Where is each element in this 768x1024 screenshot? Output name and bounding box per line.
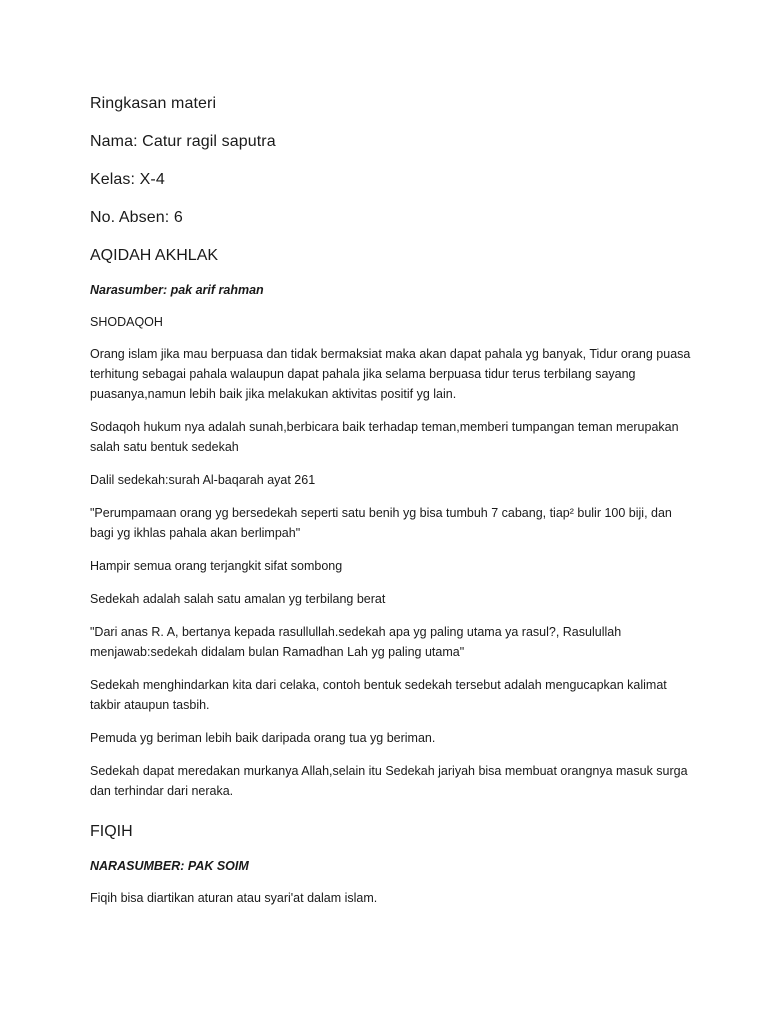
student-name: Nama: Catur ragil saputra bbox=[90, 133, 276, 150]
paragraph: Fiqih bisa diartikan aturan atau syari'at dalam islam. bbox=[90, 891, 378, 905]
student-class: Kelas: X-4 bbox=[90, 171, 165, 188]
section-heading-fiqih: FIQIH bbox=[90, 823, 133, 840]
section-speaker-fiqih: NARASUMBER: PAK SOIM bbox=[90, 859, 249, 873]
paragraph: Sedekah dapat meredakan murkanya Allah,selain itu Sedekah jariyah bisa membuat orangnya masuk surga dan terhindar dari neraka. bbox=[90, 764, 688, 798]
paragraph: Hampir semua orang terjangkit sifat sombong bbox=[90, 559, 343, 573]
paragraph: Sedekah adalah salah satu amalan yg terbilang berat bbox=[90, 592, 386, 606]
section-speaker-aqidah: Narasumber: pak arif rahman bbox=[90, 283, 264, 297]
paragraph: "Perumpamaan orang yg bersedekah seperti satu benih yg bisa tumbuh 7 cabang, tiap² bulir 100 biji, dan bagi yg ikhlas pahala akan berlimpah" bbox=[90, 506, 672, 540]
paragraph: Orang islam jika mau berpuasa dan tidak bermaksiat maka akan dapat pahala yg banyak, Tidur orang puasa terhitung sebagai pahala walaupun dapat pahala jika selama berpuasa tidur terus terbilang sayang puasanya,namun lebih baik jika melakukan aktivitas positif yg lain. bbox=[90, 347, 691, 401]
section-topic: SHODAQOH bbox=[90, 315, 163, 329]
paragraph: Dalil sedekah:surah Al-baqarah ayat 261 bbox=[90, 473, 316, 487]
section-heading-aqidah: AQIDAH AKHLAK bbox=[90, 247, 219, 264]
paragraph: "Dari anas R. A, bertanya kepada rasullullah.sedekah apa yg paling utama ya rasul?, Rasulullah menjawab:sedekah didalam bulan Ramadhan Lah yg paling utama" bbox=[90, 625, 622, 659]
student-absen-number: No. Absen: 6 bbox=[90, 209, 183, 226]
paragraph: Pemuda yg beriman lebih baik daripada orang tua yg beriman. bbox=[90, 731, 436, 745]
paragraph: Sodaqoh hukum nya adalah sunah,berbicara baik terhadap teman,memberi tumpangan teman merupakan salah satu bentuk sedekah bbox=[90, 420, 679, 454]
paragraph: Sedekah menghindarkan kita dari celaka, contoh bentuk sedekah tersebut adalah mengucapkan kalimat takbir ataupun tasbih. bbox=[90, 678, 667, 712]
document-title: Ringkasan materi bbox=[90, 95, 217, 112]
